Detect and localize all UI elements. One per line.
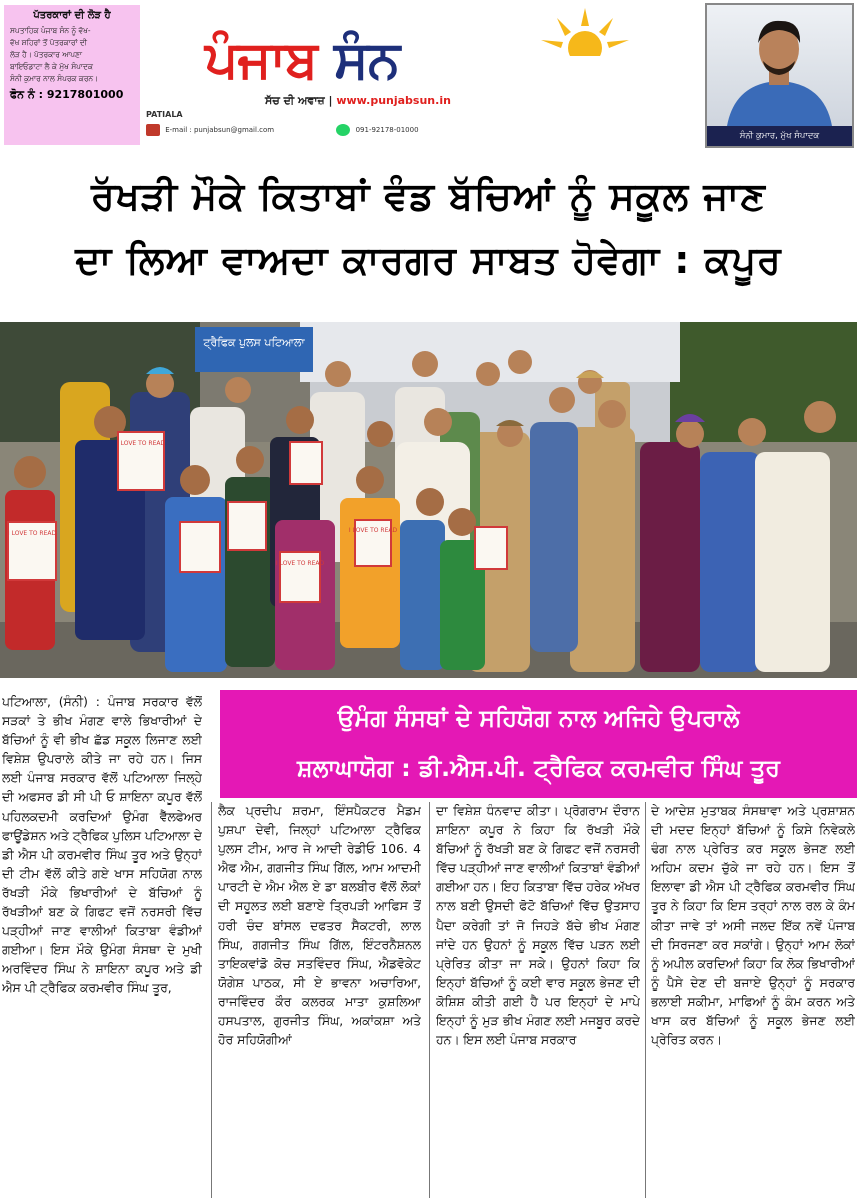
traffic-police-sign <box>202 336 305 349</box>
contact-strip <box>146 124 566 142</box>
website-link[interactable]: www.punjabsun.in <box>336 94 451 107</box>
sign-text: ਟ੍ਰੈਫਿਕ ਪੁਲਸ ਪਟਿਆਲਾ <box>203 336 305 349</box>
editor-caption: ਸੰਨੀ ਕੁਮਾਰ, ਮੁੱਖ ਸੰਪਾਦਕ <box>707 126 852 146</box>
edition-city: PATIALA <box>146 110 183 119</box>
advert-title: ਪੱਤਰਕਾਰਾਂ ਦੀ ਲੋੜ ਹੈ <box>33 10 111 21</box>
editor-portrait <box>705 3 854 148</box>
advert-line: ਲੋੜ ਹੈ। ਪੱਤਰਕਾਰ ਆਪਣਾ <box>10 50 82 59</box>
advert-line: ਸਪਤਾਹਿਕ ਪੰਜਾਬ ਸੰਨ ਨੂੰ ਵੱਖ- <box>10 26 91 35</box>
book-label: I LOVE TO READ <box>275 560 325 567</box>
newspaper-logo[interactable] <box>205 8 655 108</box>
sub-headline <box>220 690 857 798</box>
book-label: I LOVE TO READ <box>116 440 166 447</box>
article-column-1: ਪਟਿਆਲਾ, (ਸੰਨੀ) : ਪੰਜਾਬ ਸਰਕਾਰ ਵੱਲੋਂ ਸੜਕਾਂ ਤੇ ਭੀਖ ਮੰਗਣ ਵਾਲੇ ਭਿਖਾਰੀਆਂ ਦੇ ਬੱਚਿਆਂ ਨੂੰ ਵੀ ਭੀਖ ਛੱਡ ਸਕੂਲ ਲਿਜਾਣ ਲਈ ਵਿਸ਼ੇਸ਼ ਉਪਰਾਲੇ ਕੀਤੇ ਜਾ ਰਹੇ ਹਨ। ਜਿਸ ਲਈ ਪੰਜਾਬ ਸਰਕਾਰ ਵੱਲੋਂ ਪਟਿਆਲਾ ਜਿਲ੍ਹੇ ਦੀ ਅਫਸਰ ਡੀ ਸੀ ਪੀ ਓ ਸ਼ਾਇਨਾ ਕਪੂਰ ਵੱਲੋਂ ਪਹਿਲਕਦਮੀ ਕਰਦਿਆਂ ਉਮੰਗ ਵੈੱਲਫੇਅਰ ਫਾਊਂਡੇਸ਼ਨ ਅਤੇ ਟ੍ਰੈਫਿਕ ਪੁਲਿਸ ਪਟਿਆਲਾ ਦੇ ਡੀ ਐਸ ਪੀ ਕਰਮਵੀਰ ਸਿੰਘ ਤੂਰ ਅਤੇ ਉਨ੍ਹਾਂ ਦੀ ਟੀਮ ਵੱਲੋਂ ਕੀਤੇ ਗਏ ਖਾਸ ਸਹਿਯੋਗ ਨਾਲ ਰੱਖੜੀ ਮੌਕੇ ਭਿਖਾਰੀਆਂ ਦੇ ਬੱਚਿਆਂ ਨੂੰ ਰੱਖੜੀਆਂ ਬਣ ਕੇ ਗਿਫਟ ਵਜੋਂ ਨਰਸਰੀ ਵਿੱਚ ਪੜ੍ਹੀਆਂ ਜਾਣ ਵਾਲੀਆਂ ਕਿਤਾਬਾ ਵੰਡੀਆਂ ਗਈਆ। ਇਸ ਮੌਕੇ ਉਮੰਗ ਸੰਸਥਾ ਦੇ ਮੁਖੀ ਅਰਵਿੰਦਰ ਸਿੰਘ ਨੇ ਸ਼ਾਇਨਾ ਕਪੂਰ ਅਤੇ ਡੀ ਐਸ ਪੀ ਟ੍ਰੈਫਿਕ ਕਰਮਵੀਰ ਸਿੰਘ ਤੂਰ, <box>2 695 202 996</box>
advert-line: ਵੱਖ ਸ਼ਹਿਰਾਂ ਤੋਂ ਪੱਤਰਕਾਰਾਂ ਦੀ <box>10 38 87 47</box>
article-column-3: ਦਾ ਵਿਸ਼ੇਸ਼ ਧੰਨਵਾਦ ਕੀਤਾ। ਪ੍ਰੋਗਰਾਮ ਦੌਰਾਨ ਸ਼ਾਇਨਾ ਕਪੂਰ ਨੇ ਕਿਹਾ ਕਿ ਰੱਖੜੀ ਮੌਕੇ ਬੱਚਿਆਂ ਨੂੰ ਰੱਖੜੀ ਬਣ ਕੇ ਗਿਫਟ ਵਜੋਂ ਨਰਸਰੀ ਵਿੱਚ ਪੜ੍ਹੀਆਂ ਜਾਣ ਵਾਲੀਆਂ ਕਿਤਾਬਾਂ ਵੰਡੀਆਂ ਗਈਆ ਹਨ। ਇਹ ਕਿਤਾਬਾ ਵਿੱਚ ਹਰੇਕ ਅੱਖਰ ਨਾਲ ਬਣੀ ਉਸਦੀ ਫੋਟੋ ਬੱਚਿਆਂ ਵਿੱਚ ਉਤਸਾਹ ਪੈਦਾ ਕਰੇਗੀ ਤਾਂ ਜੋ ਜਿਹੜੇ ਬੱਚੇ ਭੀਖ ਮੰਗਣ ਜਾਂਦੇ ਹਨ ਉਹਨਾਂ ਨੂੰ ਸਕੂਲ ਵਿੱਚ ਪੜਨ ਲਈ ਪ੍ਰੇਰਿਤ ਕੀਤਾ ਜਾ ਸਕੇ। ਉਹਨਾਂ ਕਿਹਾ ਕਿ ਇਨ੍ਹਾਂ ਬੱਚਿਆਂ ਨੂੰ ਕਈ ਵਾਰ ਸਕੂਲ ਭੇਜਣ ਦੀ ਕੋਸ਼ਿਸ਼ ਕੀਤੀ ਗਈ ਹੈ ਪਰ ਇਨ੍ਹਾਂ ਦੇ ਮਾਪੇ ਇਨ੍ਹਾਂ ਨੂੰ ਮੁੜ ਭੀਖ ਮੰਗਣ ਲਈ ਮਜਬੂਰ ਕਰਦੇ ਹਨ। ਇਸ ਲਈ ਪੰਜਾਬ ਸਰਕਾਰ <box>436 804 640 1048</box>
editor-figure <box>707 5 852 126</box>
tagline-text: ਸੱਚ ਦੀ ਅਵਾਜ਼ | <box>265 94 333 107</box>
tagline <box>265 94 451 108</box>
book-label: I LOVE TO READ <box>7 530 57 537</box>
advert-phone: ਫੋਨ ਨੰ : 9217801000 <box>10 88 124 101</box>
email-address[interactable]: E-mail : punjabsun@gmail.com <box>165 126 275 134</box>
news-photo <box>0 322 857 678</box>
main-headline <box>0 164 857 292</box>
article-column-4: ਦੇ ਆਦੇਸ਼ ਮੁਤਾਬਕ ਸੰਸਥਾਵਾ ਅਤੇ ਪ੍ਰਸ਼ਾਸ਼ਨ ਦੀ ਮਦਦ ਇਨ੍ਹਾਂ ਬੱਚਿਆਂ ਨੂੰ ਕਿਸੇ ਨਿਵੇਕਲੇ ਢੰਗ ਨਾਲ ਪ੍ਰੇਰਿਤ ਕਰ ਸਕੂਲ ਭੇਜਣ ਲਈ ਅਹਿਮ ਕਦਮ ਚੁੱਕੇ ਜਾ ਰਹੇ ਹਨ। ਇਸ ਤੋਂ ਇਲਾਵਾ ਡੀ ਐਸ ਪੀ ਟ੍ਰੈਫਿਕ ਕਰਮਵੀਰ ਸਿੰਘ ਤੂਰ ਨੇ ਕਿਹਾ ਕਿ ਇਸ ਤਰ੍ਹਾਂ ਨਾਲ ਰਲ ਕੇ ਕੰਮ ਕੀਤਾ ਜਾਵੇ ਤਾਂ ਅਸੀ ਜਲਦ ਇੱਕ ਨਵੇਂ ਪੰਜਾਬ ਦੀ ਸਿਰਜਣਾ ਕਰ ਸਕਾਂਗੇ। ਉਨ੍ਹਾਂ ਆਮ ਲੋਕਾਂ ਨੂੰ ਅਪੀਲ ਕਰਦਿਆਂ ਕਿਹਾ ਕਿ ਲੋਕ ਭਿਖਾਰੀਆਂ ਨੂੰ ਪੈਸੇ ਦੇਣ ਦੀ ਬਜਾਏ ਉਨ੍ਹਾਂ ਨੂੰ ਸਰਕਾਰ ਭਲਾਈ ਸਕੀਮਾ, ਮਾਫਿਆਂ ਨੂੰ ਕੰਮ ਕਰਨ ਅਤੇ ਖਾਸ ਕਰ ਬੱਚਿਆਂ ਨੂੰ ਸਕੂਲ ਭੇਜਣ ਲਈ ਪ੍ਰੇਰਿਤ ਕਰਨ। <box>651 804 855 1048</box>
column-divider <box>429 802 430 1198</box>
book-label: I LOVE TO READ <box>348 527 398 534</box>
subhead-line: ਸ਼ਲਾਘਾਯੋਗ : ਡੀ.ਐਸ.ਪੀ. ਟ੍ਰੈਫਿਕ ਕਰਮਵੀਰ ਸਿੰਘ ਤੂਰ <box>296 754 780 782</box>
headline-line: ਦਾ ਲਿਆ ਵਾਅਦਾ ਕਾਰਗਰ ਸਾਬਤ ਹੋਵੇਗਾ : ਕਪੂਰ <box>75 238 782 282</box>
advert-line: ਬਾਇਓਡਾਟਾ ਲੈ ਕੇ ਮੁੱਖ ਸੰਪਾਦਕ <box>10 62 93 71</box>
subhead-line: ਉਮੰਗ ਸੰਸਥਾਂ ਦੇ ਸਹਿਯੋਗ ਨਾਲ ਅਜਿਹੇ ਉਪਰਾਲੇ <box>337 704 740 732</box>
headline-line: ਰੱਖੜੀ ਮੌਕੇ ਕਿਤਾਬਾਂ ਵੰਡ ਬੱਚਿਆਂ ਨੂੰ ਸਕੂਲ ਜਾਣ <box>91 174 766 218</box>
sun-icon <box>535 6 635 56</box>
column-divider <box>211 802 212 1198</box>
logo-wordmark <box>205 30 399 90</box>
column-divider <box>645 802 646 1198</box>
whatsapp-number[interactable]: 091-92178-01000 <box>355 126 419 134</box>
editor-photo <box>707 5 852 126</box>
logo-part-sun: ਸੰਨ <box>333 30 400 90</box>
recruitment-advert <box>4 5 140 145</box>
article-column-2: ਲੈਕ ਪ੍ਰਦੀਪ ਸ਼ਰਮਾ, ਇੰਸਪੈਕਟਰ ਮੈਡਮ ਪੁਸ਼ਪਾ ਦੇਵੀ, ਜਿਲ੍ਹਾਂ ਪਟਿਆਲਾ ਟ੍ਰੈਫਿਕ ਪੁਲਸ ਟੀਮ, ਆਰ ਜੇ ਆਦੀ ਰੇਡੀਓ 106. 4 ਐਫ ਐਮ, ਗਗਜੀਤ ਸਿੰਘ ਗਿੱਲ, ਆਮ ਆਦਮੀ ਪਾਰਟੀ ਦੇ ਐਮ ਐਲ ਏ ਡਾ ਬਲਬੀਰ ਵੱਲੋਂ ਲੋਕਾਂ ਦੀ ਸਹੂਲਤ ਲਈ ਬਣਾਏ ਤ੍ਰਿਪੜੀ ਆਫਿਸ ਤੋਂ ਹਰੀ ਚੰਦ ਬਾਂਸਲ ਦਫਤਰ ਸੈਕਟਰੀ, ਲਾਲ ਸਿੰਘ, ਗਗਜੀਤ ਸਿੰਘ ਗਿੱਲ, ਇੰਟਰਨੈਸ਼ਨਲ ਤਾਇਕਵਾਂਡੋ ਕੋਚ ਸਤਵਿੰਦਰ ਸਿੰਘ, ਐਡਵੋਕੇਟ ਯੋਗੇਸ਼ ਪਾਠਕ, ਸੀ ਏ ਭਾਵਨਾ ਅਚਾਰਿਆ, ਰਾਜਵਿੰਦਰ ਕੌਰ ਕਲਰਕ ਮਾਤਾ ਕੁਸ਼ਲਿਆ ਹਸਪਤਾਲ, ਗੁਰਜੀਤ ਸਿੰਘ, ਅਕਾਂਕਸ਼ਾ ਅਤੇ ਹੋਰ ਸਹਿਯੋਗੀਆਂ <box>218 804 421 1048</box>
whatsapp-icon <box>336 124 350 136</box>
advert-line: ਸੰਨੀ ਕੁਮਾਰ ਨਾਲ ਸੰਪਰਕ ਕਰਨ। <box>10 74 99 83</box>
group-photo-illustration <box>0 322 857 678</box>
mail-icon <box>146 124 160 136</box>
logo-part-punjab: ਪੰਜਾਬ <box>205 30 317 90</box>
